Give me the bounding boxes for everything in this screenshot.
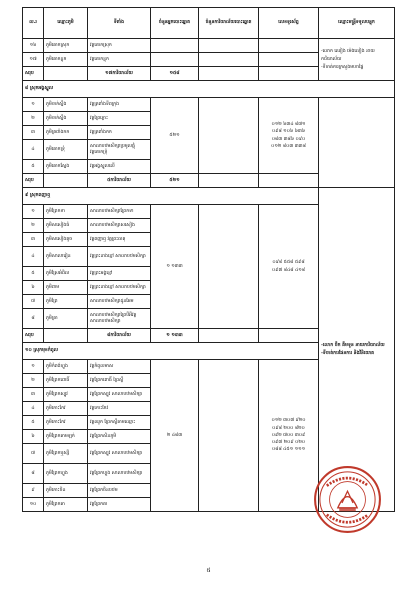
col-location: ទីតាំង (88, 8, 151, 39)
table-row: ៤ ភូមិគោកទ្រុំ សាលាបឋមសិក្សាប្រមូលផ្តុំ វត្តគោកទ្រុំ (23, 140, 395, 160)
phone-numbers: ០១២ ៣០៧ ៩២០ ០៩៨ ២០០ ៨២០ ០៩២ ៧០០ ៣០៩ ០៩៧ ២០៩ ០២០ ០៨៨ ៤៥១ ១១១ (259, 360, 319, 512)
col-contact: ឈ្មោះមន្ត្រីទទួលបន្ទុក (319, 8, 395, 39)
contact-officer: -លោក ចឹក គឹមទួន នាយការិយាល័យ -ទីចាត់ការផែនការ និងវិនិយោគ (319, 188, 395, 512)
page-number: ៥ (206, 567, 211, 574)
table-row: ៤ ភូមិសាលារៀន វត្តព្រះនាងខ្មៅ សាលាបឋមសិក្សា (23, 247, 395, 267)
table-row: ១០ ភូមិព្រែកតា វត្តព្រែកតា (23, 498, 395, 512)
table-row: ៣ ភូមិសសៀងតូច វត្តពញាឮ វត្តព្រះធាតុ (23, 233, 395, 247)
table-row: ៧ ភូមិព្រែកឬស្សី វត្តព្រែកស្បូវ សាលាបឋមសិក្សា (23, 444, 395, 464)
col-stations: ចំនួនការិយាល័យបោះឆ្នោត (199, 8, 259, 39)
phone-numbers: ០១២ ៦៣៤ ៨៧១ ០៩៨ ១០៦ ៦៣៦ ០៨៣ ៣៨៦ ០៩០ ០១២ ៨០៣ ៣៣៨ (259, 98, 319, 174)
contact-officer: -លោក ឈៀង ម៉េងលៀង នាយការិយាល័យ -ទីចាត់ការក្រសួងមហាផ្ទៃ (319, 39, 395, 81)
total-row: សរុប ៨ការិយាល័យ ១ ១៣៣ (23, 329, 395, 343)
table-row: ១៧ ភូមិគោកខ្លុក វត្តគោកខ្លុក (23, 53, 395, 67)
table-row: ៥ ភូមិកោះកែវ វត្តឈូក ព្រែកស្ពឺតាមឈ្មោះ (23, 416, 395, 430)
voters-count: ២ ៤៨៣ (151, 360, 199, 512)
total-row: សរុប ៥ការិយាល័យ ៥២១ (23, 174, 395, 188)
table-row: ២ ភូមិចាក់ស្នឹង វត្តព្រៃភ្លោះ (23, 112, 395, 126)
table-row: ១៦ ភូមិគោកស្រុក វត្តគោកស្រុក -លោក ឈៀង ម៉េងលៀង នាយការិយាល័យ -ទីចាត់ការក្រសួងមហាផ្ទៃ (23, 39, 395, 53)
col-no: ល.រ (23, 8, 44, 39)
table-row: ៦ ភូមិពាម វត្តព្រះនាងខ្មៅ សាលាបឋមសិក្សា (23, 281, 395, 295)
table-row: ១ ភូមិចាក់ស្នឹង វត្តត្រពាំងទីពក្រុង ៥២១ ០១២ ៦៣៤ ៨៧១ ០៩៨ ១០៦ ៦៣៦ ០៨៣ ៣៨៦ ០៩០ ០១២ ៨០៣ ៣៣៨ (23, 98, 395, 112)
section-header: ៨ ស្រុកអង្គស្នួល (23, 81, 395, 98)
table-row: ៣ ភូមិត្រពាំងកក វត្តត្រពាំងកក (23, 126, 395, 140)
table-row: ៣ ភូមិព្រែកស្បូវ វត្តព្រែកស្បូវ សាលាបឋមសិក្សា (23, 388, 395, 402)
table-row: ២ ភូមិព្រែកពោធិ៍ វត្តព្រែកពោធិ៍ ព្រៃស្ពឺ (23, 374, 395, 388)
table-row: ៩ ភូមិកោះចិន វត្តព្រែកចិនបឋម (23, 484, 395, 498)
table-row: ៨ ភូមិត្រា សាលាបឋមសិក្សាព្រៃបីអីវត្ត សាលាបឋមសិក្សា (23, 309, 395, 329)
voters-count: ៥២១ (151, 98, 199, 174)
voters-count: ១ ១៣៣ (151, 205, 199, 329)
col-village: ឈ្មោះភូមិ (44, 8, 88, 39)
table-row: ៨ ភូមិព្រែកហ្លួង វត្តព្រែកហ្លួង សាលាបឋមសិក្សា (23, 464, 395, 484)
section-header: ១០ ស្រុកមុខកំពូល (23, 343, 395, 360)
total-row: សរុប ១៧ការិយាល័យ ១៥៨ (23, 67, 395, 81)
polling-table (22, 7, 395, 512)
table-row: ១ ភូមិព្រែកទា សាលាបឋមសិក្សាព្រែកទា ១ ១៣៣ ០៩៨ ៥៥៨ ៥៩៨ ០៩៧ ៨៤៨ ៤១៨ (23, 205, 395, 219)
official-seal (313, 465, 382, 534)
table-row: ៧ ភូមិព្រៃ សាលាបឋមសិក្សាដូនអែម (23, 295, 395, 309)
table-row: ៥ ភូមិស្រែអំពិល វត្តព្រះអង្គខ្មៅ (23, 267, 395, 281)
col-voters: ចំនួនអ្នកបោះឆ្នោត (151, 8, 199, 39)
table-row: ៦ ភូមិព្រែកតាមឡក់ វត្តព្រែកសិនភូមិ (23, 430, 395, 444)
table-header (23, 8, 395, 39)
section-header: ៩ ស្រុកពញាឮ -លោក ចឹក គឹមទួន នាយការិយាល័យ -ទីចាត់ការផែនការ និងវិនិយោគ (23, 188, 395, 205)
table-row: ៥ ភូមិគោកស្នែង វត្តអង្គស្នួលលើ (23, 160, 395, 174)
phone-numbers: ០៩៨ ៥៥៨ ៥៩៨ ០៩៧ ៨៤៨ ៤១៨ (259, 205, 319, 329)
col-phones: លេខទូរស័ព្ទ (259, 8, 319, 39)
table-row: ២ ភូមិសសៀងធំ សាលាបឋមសិក្សាសសៀង (23, 219, 395, 233)
table-row: ៤ ភូមិកោះកែវ វត្តកោះកែវ (23, 402, 395, 416)
table-row: ១ ភូមិកំពង់ហ្លួង វត្តកំពូលមាស ២ ៤៨៣ ០១២ ៣០៧ ៩២០ ០៩៨ ២០០ ៨២០ ០៩២ ៧០០ ៣០៩ ០៩៧ ២០៩ ០២០ ០៨៨ ៤៥១ ១១១ (23, 360, 395, 374)
